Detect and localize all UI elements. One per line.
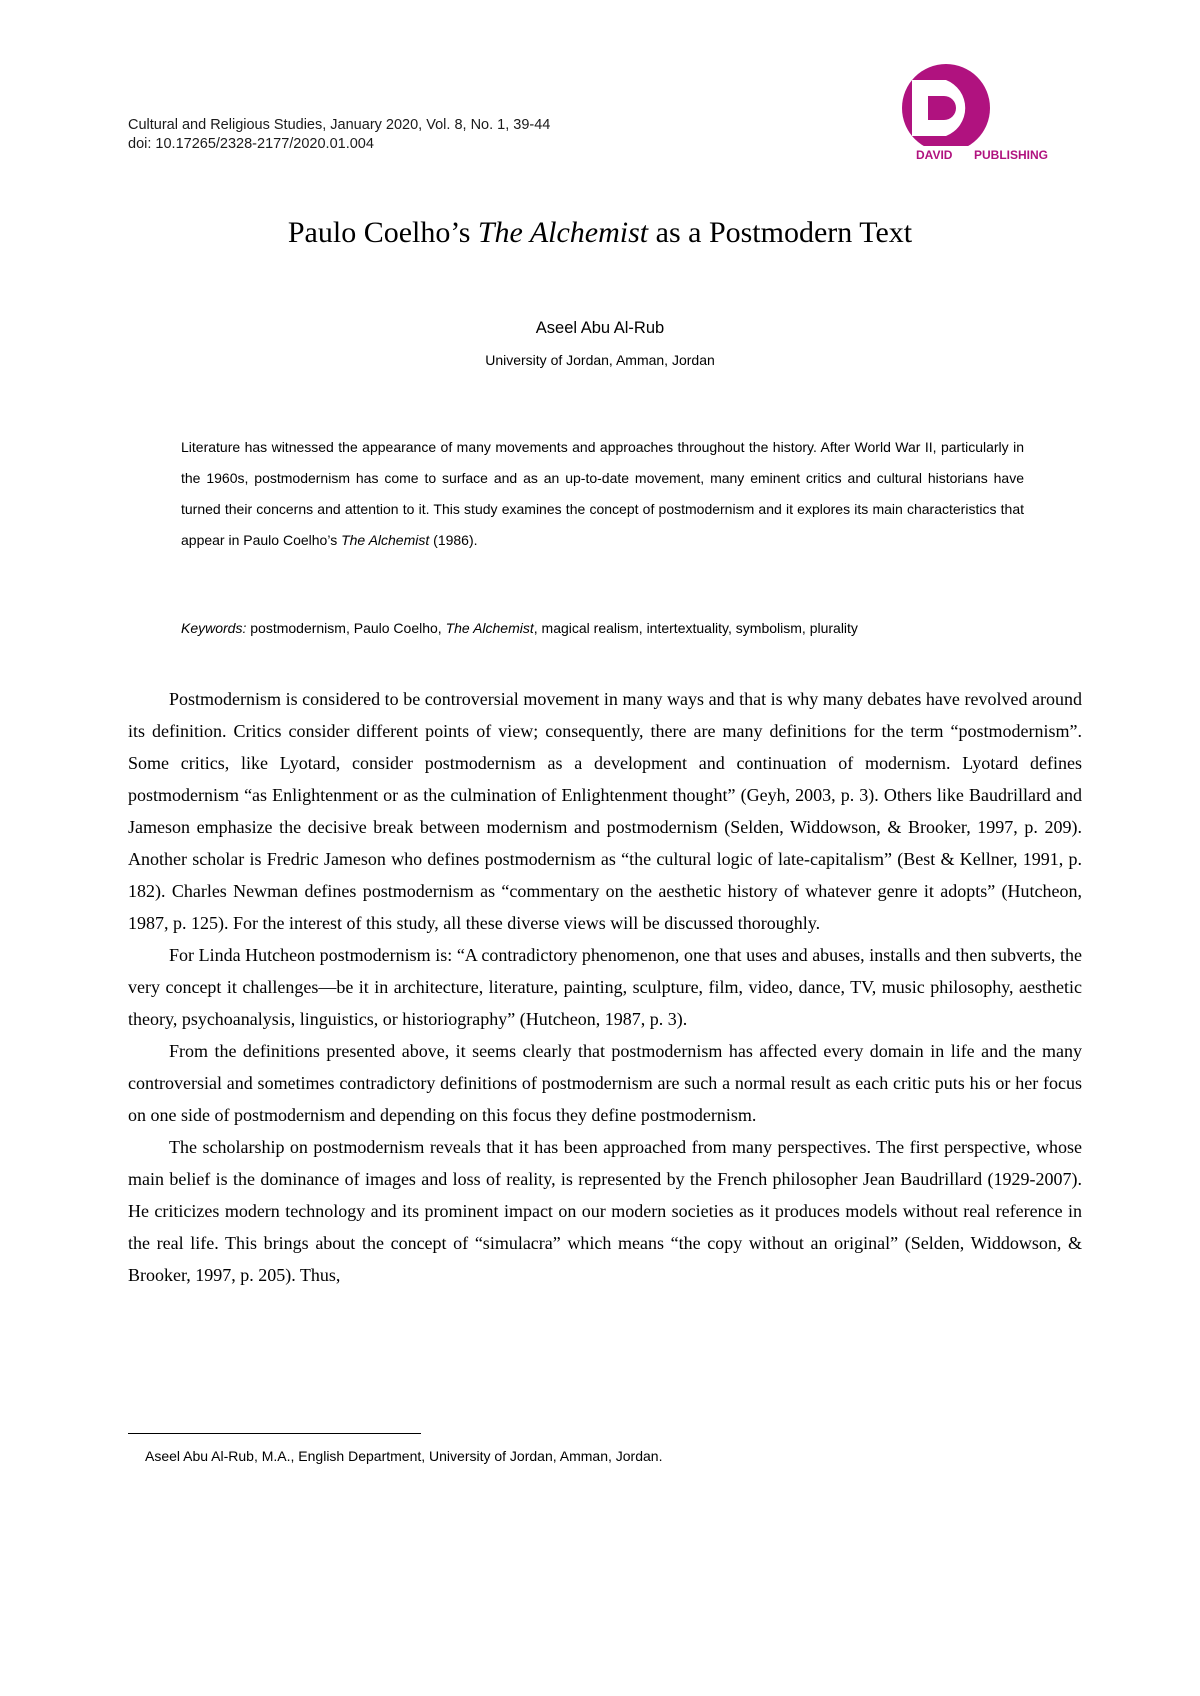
david-publishing-logo	[876, 58, 1086, 176]
abstract: Literature has witnessed the appearance of many movements and approaches throughout the history. After World War II, particularly in the 1960s, postmodernism has come to surface and as an up-to-date movement, many eminent critics and cultural historians have turned their concerns and attention to it. This study examines the concept of postmodernism and it explores its main characteristics that appear in Paulo Coelho’s The Alchemist (1986).	[181, 439, 1024, 548]
journal-citation: Cultural and Religious Studies, January 2020, Vol. 8, No. 1, 39-44	[128, 117, 551, 133]
body-paragraph: The scholarship on postmodernism reveals that it has been approached from many perspectives. The first perspective, whose main belief is the dominance of images and loss of reality, is represented by the French philosopher Jean Baudrillard (1929-2007). He criticizes modern technology and its prominent impact on our modern societies as it produces models without real reference in the real life. This brings about the concept of “simulacra” which means “the copy without an original” (Selden, Widdowson, & Brooker, 1997, p. 205). Thus,	[128, 1137, 1082, 1285]
logo-wordmark-publishing: PUBLISHING	[974, 148, 1049, 162]
journal-header	[128, 116, 550, 154]
journal-doi: doi: 10.17265/2328-2177/2020.01.004	[128, 136, 374, 152]
body-paragraph: For Linda Hutcheon postmodernism is: “A contradictory phenomenon, one that uses and abuses, installs and then subverts, the very concept it challenges—be it in architecture, literature, painting, sculpture, film, video, dance, TV, music philosophy, aesthetic theory, psychoanalysis, linguistics, or historiography” (Hutcheon, 1987, p. 3).	[128, 945, 1082, 1029]
author-affiliation: University of Jordan, Amman, Jordan	[485, 352, 715, 368]
keywords-label: Keywords:	[181, 620, 247, 636]
keywords: Keywords: postmodernism, Paulo Coelho, The Alchemist, magical realism, intertextuality, symbolism, plurality	[181, 620, 858, 636]
author-name: Aseel Abu Al-Rub	[535, 319, 665, 337]
footnote: Aseel Abu Al-Rub, M.A., English Department, University of Jordan, Amman, Jordan.	[145, 1448, 663, 1464]
body-text	[128, 683, 1082, 1291]
body-paragraph: Postmodernism is considered to be controversial movement in many ways and that is why many debates have revolved around its definition. Critics consider different points of view; consequently, there are many definitions for the term “postmodernism”. Some critics, like Lyotard, consider postmodernism as a development and continuation of modernism. Lyotard defines postmodernism “as Enlightenment or as the culmination of Enlightenment thought” (Geyh, 2003, p. 3). Others like Baudrillard and Jameson emphasize the decisive break between modernism and postmodernism (Selden, Widdowson, & Brooker, 1997, p. 209). Another scholar is Fredric Jameson who defines postmodernism as “the cultural logic of late-capitalism” (Best & Kellner, 1991, p. 182). Charles Newman defines postmodernism as “commentary on the aesthetic history of whatever genre it adopts” (Hutcheon, 1987, p. 125). For the interest of this study, all these diverse views will be discussed thoroughly.	[128, 689, 1082, 933]
paper-title: Paulo Coelho’s The Alchemist as a Postmodern Text	[287, 216, 913, 249]
footnote-rule	[128, 1433, 421, 1434]
logo-wordmark-david: DAVID	[916, 148, 953, 162]
body-paragraph: From the definitions presented above, it seems clearly that postmodernism has affected every domain in life and the many controversial and sometimes contradictory definitions of postmodernism are such a normal result as each critic puts his or her focus on one side of postmodernism and depending on this focus they define postmodernism.	[128, 1041, 1082, 1125]
